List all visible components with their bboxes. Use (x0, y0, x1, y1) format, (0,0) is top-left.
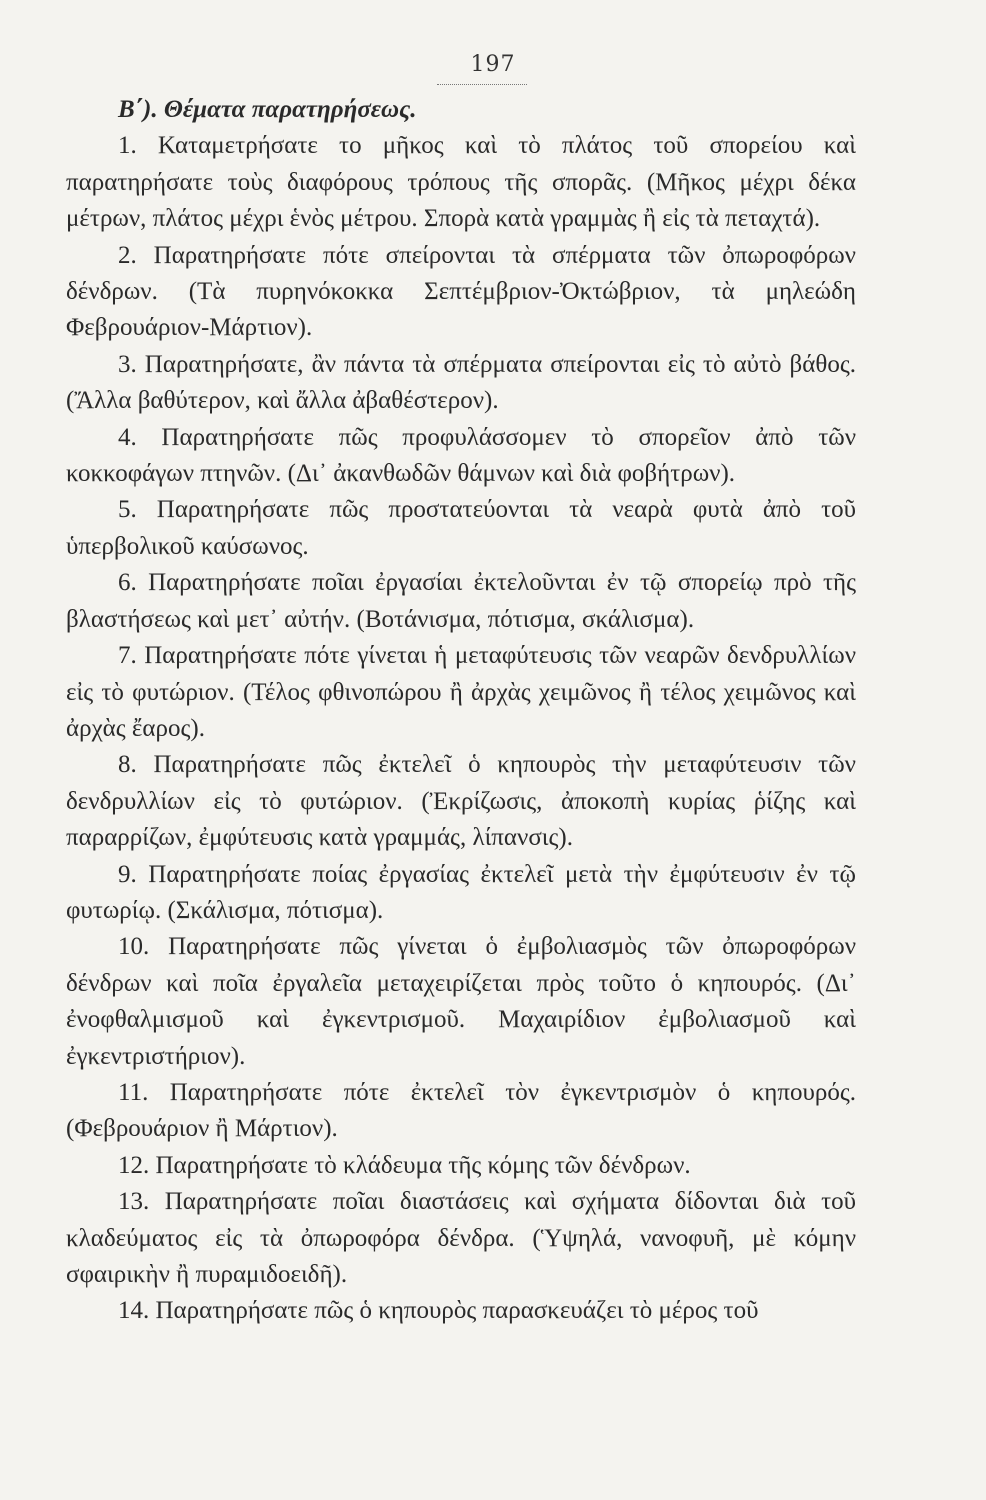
observation-item-13: 13. Παρατηρήσατε ποῖαι διαστάσεις καὶ σχήματα δίδονται διὰ τοῦ κλαδεύματος εἰς τὰ ὀπωροφόρα δένδρα. (Ὑψηλά, νανοφυῆ, μὲ κόμην σφαιρικὴν ἢ πυραμιδοειδῆ). (66, 1188, 856, 1288)
observation-item-10: 10. Παρατηρήσατε πῶς γίνεται ὁ ἐμβολιασμὸς τῶν ὀπωροφόρων δένδρων καὶ ποῖα ἐργαλεῖα μεταχειρίζεται πρὸς τοῦτο ὁ κηπουρός. (Δι᾽ ἐνοφθαλμισμοῦ καὶ ἐγκεντρισμοῦ. Μαχαιρίδιον ἐμβολιασμοῦ καὶ ἐγκεντριστήριον). (66, 933, 856, 1070)
observation-item-6: 6. Παρατηρήσατε ποῖαι ἐργασίαι ἐκτελοῦνται ἐν τῷ σπορείῳ πρὸ τῆς βλαστήσεως καὶ μετ᾽ αὐτήν. (Βοτάνισμα, πότισμα, σκάλισμα). (66, 569, 856, 633)
page-number-rule (437, 84, 527, 85)
observation-item-9: 9. Παρατηρήσατε ποίας ἐργασίας ἐκτελεῖ μετὰ τὴν ἐμφύτευσιν ἐν τῷ φυτωρίῳ. (Σκάλισμα, πότισμα). (66, 860, 856, 924)
observation-item-11: 11. Παρατηρήσατε πότε ἐκτελεῖ τὸν ἐγκεντρισμὸν ὁ κηπουρός. (Φεβρουάριον ἢ Μάρτιον). (66, 1078, 856, 1143)
observation-item-12: 12. Παρατηρήσατε τὸ κλάδευμα τῆς κόμης τῶν δένδρων. (118, 1151, 691, 1179)
observation-item-7: 7. Παρατηρήσατε πότε γίνεται ἡ μεταφύτευσις τῶν νεαρῶν δενδρυλλίων εἰς τὸ φυτώριον. (Τέλος φθινοπώρου ἢ ἀρχὰς χειμῶνος ἢ τέλος χειμῶνος καὶ ἀρχὰς ἔαρος). (66, 642, 856, 742)
observation-item-1: 1. Καταμετρήσατε το μῆκος καὶ τὸ πλάτος τοῦ σπορείου καὶ παρατηρήσατε τοὺς διαφόρους τρόπους τῆς σπορᾶς. (Μῆκος μέχρι δέκα μέτρων, πλάτος μέχρι ἑνὸς μέτρου. Σπορὰ κατὰ γραμμὰς ἢ εἰς τὰ πεταχτά). (66, 132, 856, 233)
observation-item-3: 3. Παρατηρήσατε, ἂν πάντα τὰ σπέρματα σπείρονται εἰς τὸ αὐτὸ βάθος. (Ἄλλα βαθύτερον, καὶ ἄλλα ἀβαθέστερον). (66, 350, 856, 415)
observation-item-4: 4. Παρατηρήσατε πῶς προφυλάσσομεν τὸ σπορεῖον ἀπὸ τῶν κοκκοφάγων πτηνῶν. (Δι᾽ ἀκανθωδῶν θάμνων καὶ διὰ φοβήτρων). (66, 423, 856, 488)
observation-item-8: 8. Παρατηρήσατε πῶς ἐκτελεῖ ὁ κηπουρὸς τὴν μεταφύτευσιν τῶν δενδρυλλίων εἰς τὸ φυτώριον. (Ἐκρίζωσις, ἀποκοπὴ κυρίας ῥίζης καὶ παραρρίζων, ἐμφύτευσις κατὰ γραμμάς, λίπανσις). (66, 751, 856, 852)
observation-item-14: 14. Παρατηρήσατε πῶς ὁ κηπουρὸς παρασκευάζει τὸ μέρος τοῦ (118, 1297, 759, 1325)
text-block (66, 92, 856, 1330)
section-heading: Β΄). Θέματα παρατηρήσεως. (118, 96, 417, 123)
observation-item-5: 5. Παρατηρήσατε πῶς προστατεύονται τὰ νεαρὰ φυτὰ ἀπὸ τοῦ ὑπερβολικοῦ καύσωνος. (66, 496, 856, 560)
observation-item-2: 2. Παρατηρήσατε πότε σπείρονται τὰ σπέρματα τῶν ὀπωροφόρων δένδρων. (Τὰ πυρηνόκοκκα Σεπτέμβριον-Ὀκτώβριον, τὰ μηλεώδη Φεβρουάριον-Μάρτιον). (66, 241, 856, 342)
page-number: 197 (470, 52, 516, 77)
